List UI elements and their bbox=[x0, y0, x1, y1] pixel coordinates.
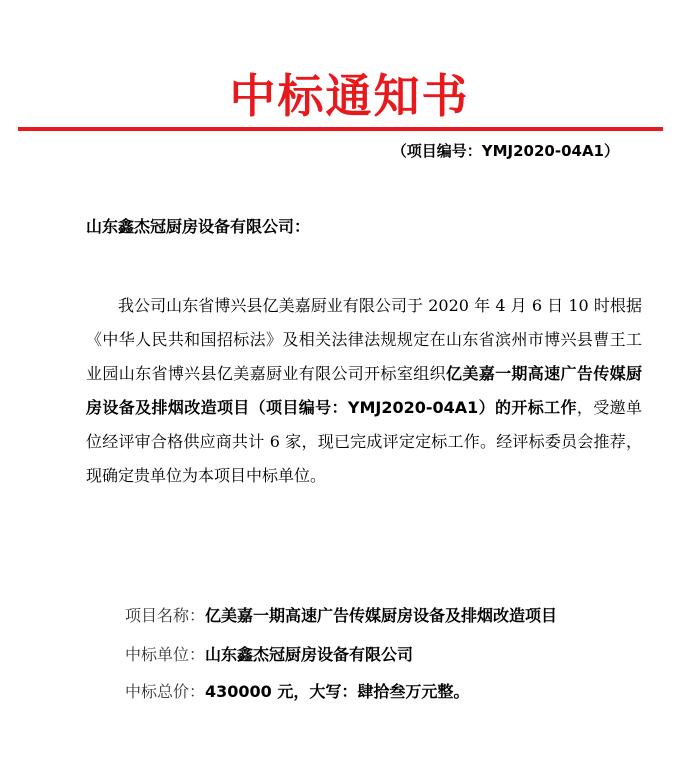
detail-winner bbox=[125, 640, 413, 670]
project-name-value: 亿美嘉一期高速广告传媒厨房设备及排烟改造项目 bbox=[205, 606, 558, 625]
detail-project-name bbox=[125, 601, 557, 631]
winner-value: 山东鑫杰冠厨房设备有限公司 bbox=[205, 645, 414, 664]
price-label: 中标总价： bbox=[125, 682, 206, 701]
document-title: 中标通知书 bbox=[229, 69, 470, 123]
project-code-line: （项目编号：YMJ2020-04A1） bbox=[391, 142, 619, 160]
body-text-part2: ，受邀单位经评审合格供应商共计 6 家，现已完成评定定标工作。经评标委员会推荐，现确定贵单位为本项目中标单位。 bbox=[86, 398, 642, 485]
body-bold-project: 亿美嘉一期高速广告传媒厨房设备及排烟改造项目（项目编号：YMJ2020-04A1）的开标工作 bbox=[86, 364, 642, 417]
addressee: 山东鑫杰冠厨房设备有限公司： bbox=[86, 217, 311, 236]
winner-label: 中标单位： bbox=[125, 645, 206, 664]
price-value: 430000 元，大写：肆拾叁万元整。 bbox=[205, 682, 470, 701]
body-text-part1: 我公司山东省博兴县亿美嘉厨业有限公司于 2020 年 4 月 6 日 10 时根据《中华人民共和国招标法》及相关法律法规规定在山东省滨州市博兴县曹王工业园山东省博兴县亿美嘉厨业有限公司开标室组织 bbox=[86, 296, 642, 383]
notice-body-paragraph bbox=[86, 289, 642, 493]
detail-price bbox=[125, 677, 469, 707]
project-name-label: 项目名称： bbox=[125, 606, 206, 625]
title-divider-rule bbox=[18, 127, 663, 131]
